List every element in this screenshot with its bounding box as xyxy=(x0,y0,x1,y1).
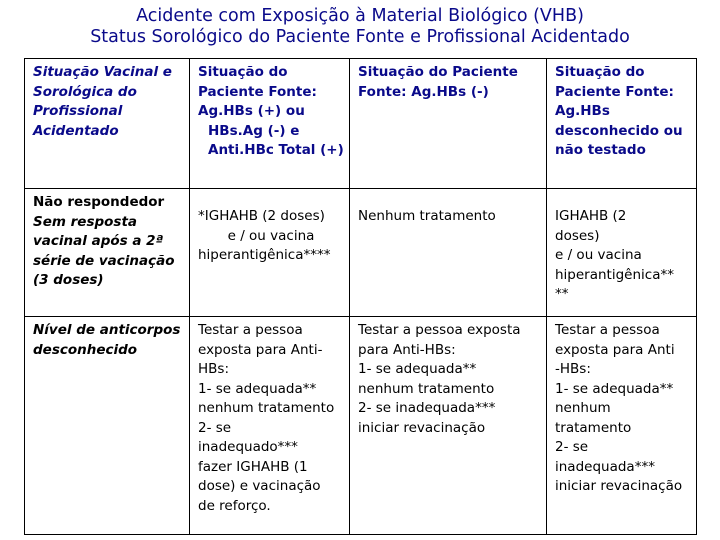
table-row xyxy=(25,189,697,317)
header-fonte-positivo: Situação do Paciente Fonte: Ag.HBs (+) ou HBs.Ag (-) e Anti.HBc Total (+) xyxy=(190,59,350,189)
row-label-nao-respondedor: Não respondedor Sem resposta vacinal após a 2ª série de vacinação (3 doses) xyxy=(25,189,190,317)
cell-row1-fonte-negativo: Nenhum tratamento xyxy=(350,189,547,317)
cell-row2-fonte-positivo: Testar a pessoa exposta para Anti- HBs: 1- se adequada** nenhum tratamento 2- se inadequado*** fazer IGHAHB (1 dose) e vacinação de reforço. xyxy=(190,317,350,535)
cell-row2-fonte-desconhecido: Testar a pessoa exposta para Anti -HBs: 1- se adequada** nenhum tratamento 2- se inadequada*** iniciar revacinação xyxy=(547,317,697,535)
page-title xyxy=(0,6,720,48)
table-header-row xyxy=(25,59,697,189)
cell-row1-fonte-positivo: *IGHAHB (2 doses) e / ou vacina hiperantigênica**** xyxy=(190,189,350,317)
cell-row2-fonte-negativo: Testar a pessoa exposta para Anti-HBs: 1- se adequada** nenhum tratamento 2- se inadequada*** iniciar revacinação xyxy=(350,317,547,535)
header-profissional: Situação Vacinal e Sorológica do Profissional Acidentado xyxy=(25,59,190,189)
title-line-2: Status Sorológico do Paciente Fonte e Profissional Acidentado xyxy=(90,27,630,47)
table-row xyxy=(25,317,697,535)
cell-row1-fonte-desconhecido: IGHAHB (2 doses) e / ou vacina hiperantigênica** ** xyxy=(547,189,697,317)
title-line-1: Acidente com Exposição à Material Biológico (VHB) xyxy=(136,6,584,26)
row-label-nivel-anticorpos: Nível de anticorpos desconhecido xyxy=(25,317,190,535)
header-fonte-negativo: Situação do Paciente Fonte: Ag.HBs (-) xyxy=(350,59,547,189)
status-table xyxy=(24,58,697,535)
header-fonte-desconhecido: Situação do Paciente Fonte: Ag.HBs desconhecido ou não testado xyxy=(547,59,697,189)
